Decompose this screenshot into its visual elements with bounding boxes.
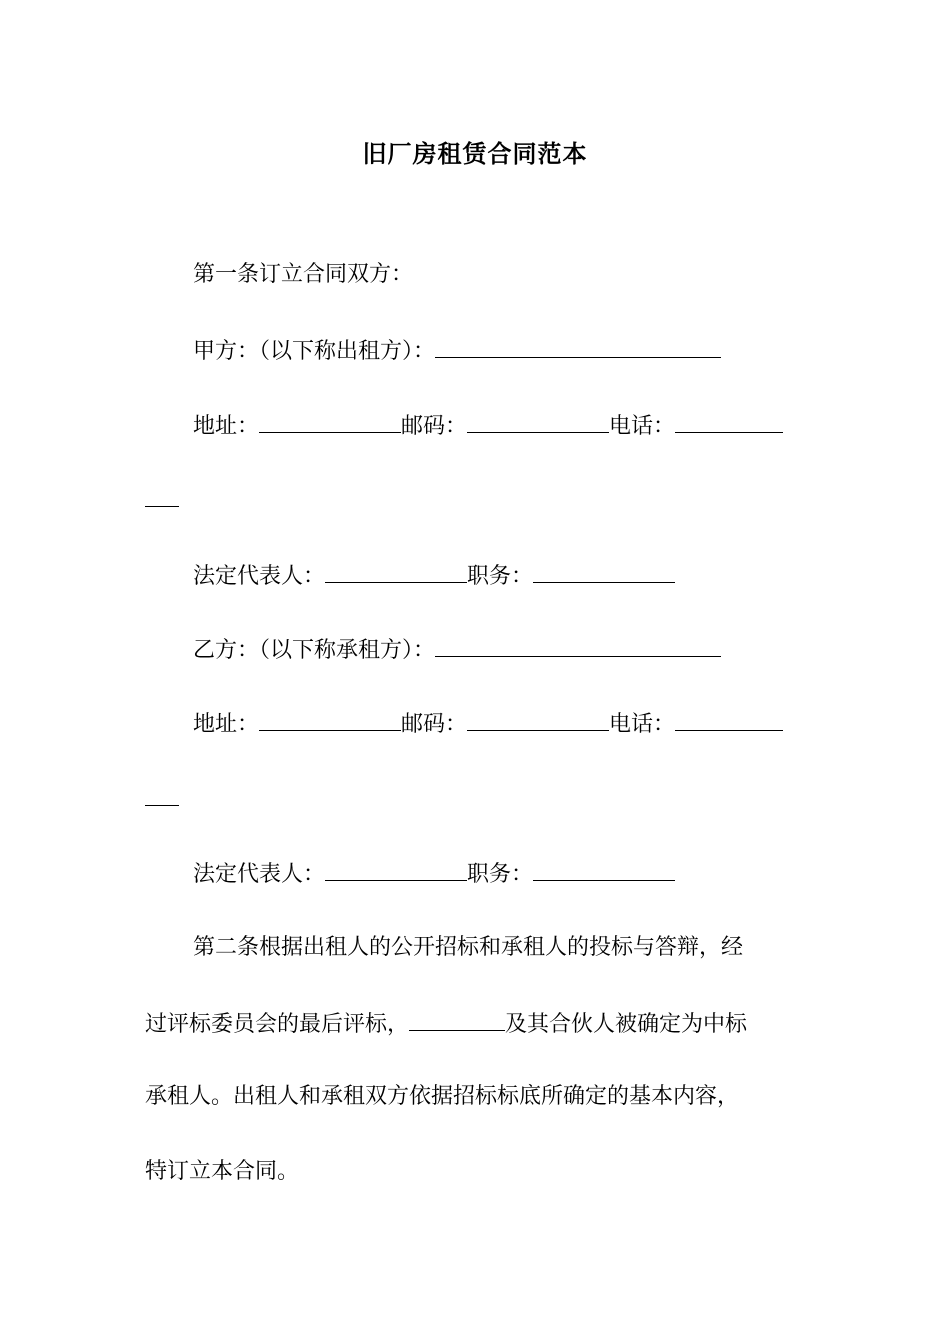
party-b-label: 乙方：（以下称承租方）： — [193, 638, 436, 663]
party-a-address-blank[interactable] — [259, 410, 401, 433]
postcode-label: 邮码： — [401, 414, 468, 439]
position-label: 职务： — [467, 564, 534, 589]
article2-line-2 — [145, 1008, 810, 1040]
article2-text-3: 承租人。出租人和承租双方依据招标标底所确定的基本内容， — [145, 1084, 740, 1109]
article1-heading-text: 第一条订立合同双方： — [193, 262, 414, 287]
party-a-address-line — [145, 410, 858, 442]
legal-rep-label: 法定代表人： — [193, 564, 326, 589]
article2-text-4: 特订立本合同。 — [145, 1159, 300, 1184]
legal-rep-label: 法定代表人： — [193, 862, 326, 887]
party-b-address-line — [145, 708, 858, 740]
document-title: 旧厂房租赁合同范本 — [362, 139, 588, 168]
article2-text-2a: 过评标委员会的最后评标， — [145, 1012, 410, 1037]
party-a-phone-blank-continued[interactable] — [145, 484, 179, 507]
address-label: 地址： — [193, 712, 260, 737]
party-a-name-blank[interactable] — [435, 335, 721, 358]
article2-line-1 — [145, 933, 858, 963]
party-b-line — [145, 634, 858, 666]
party-a-postcode-blank[interactable] — [467, 410, 609, 433]
party-a-phone-blank[interactable] — [675, 410, 783, 433]
party-b-address-blank[interactable] — [259, 708, 401, 731]
article2-text-2b: 及其合伙人被确定为中标 — [505, 1012, 748, 1037]
article1-heading — [145, 260, 858, 290]
party-a-label: 甲方：（以下称出租方）： — [193, 339, 436, 364]
party-b-name-blank[interactable] — [435, 634, 721, 657]
position-label: 职务： — [467, 862, 534, 887]
winning-bidder-blank[interactable] — [409, 1008, 505, 1031]
postcode-label: 邮码： — [401, 712, 468, 737]
party-b-rep-line — [145, 858, 858, 890]
address-label: 地址： — [193, 414, 260, 439]
party-a-rep-blank[interactable] — [325, 560, 467, 583]
party-a-phone-continuation — [145, 484, 810, 516]
phone-label: 电话： — [609, 414, 676, 439]
party-b-rep-blank[interactable] — [325, 858, 467, 881]
article2-text-1: 第二条根据出租人的公开招标和承租人的投标与答辩，经 — [193, 935, 744, 960]
party-b-postcode-blank[interactable] — [467, 708, 609, 731]
party-a-rep-line — [145, 560, 858, 592]
party-b-phone-continuation — [145, 783, 810, 815]
party-a-position-blank[interactable] — [533, 560, 675, 583]
party-b-phone-blank-continued[interactable] — [145, 783, 179, 806]
party-b-position-blank[interactable] — [533, 858, 675, 881]
party-b-phone-blank[interactable] — [675, 708, 783, 731]
party-a-line — [145, 335, 858, 367]
article2-line-4 — [145, 1157, 810, 1187]
article2-line-3 — [145, 1082, 810, 1112]
phone-label: 电话： — [609, 712, 676, 737]
